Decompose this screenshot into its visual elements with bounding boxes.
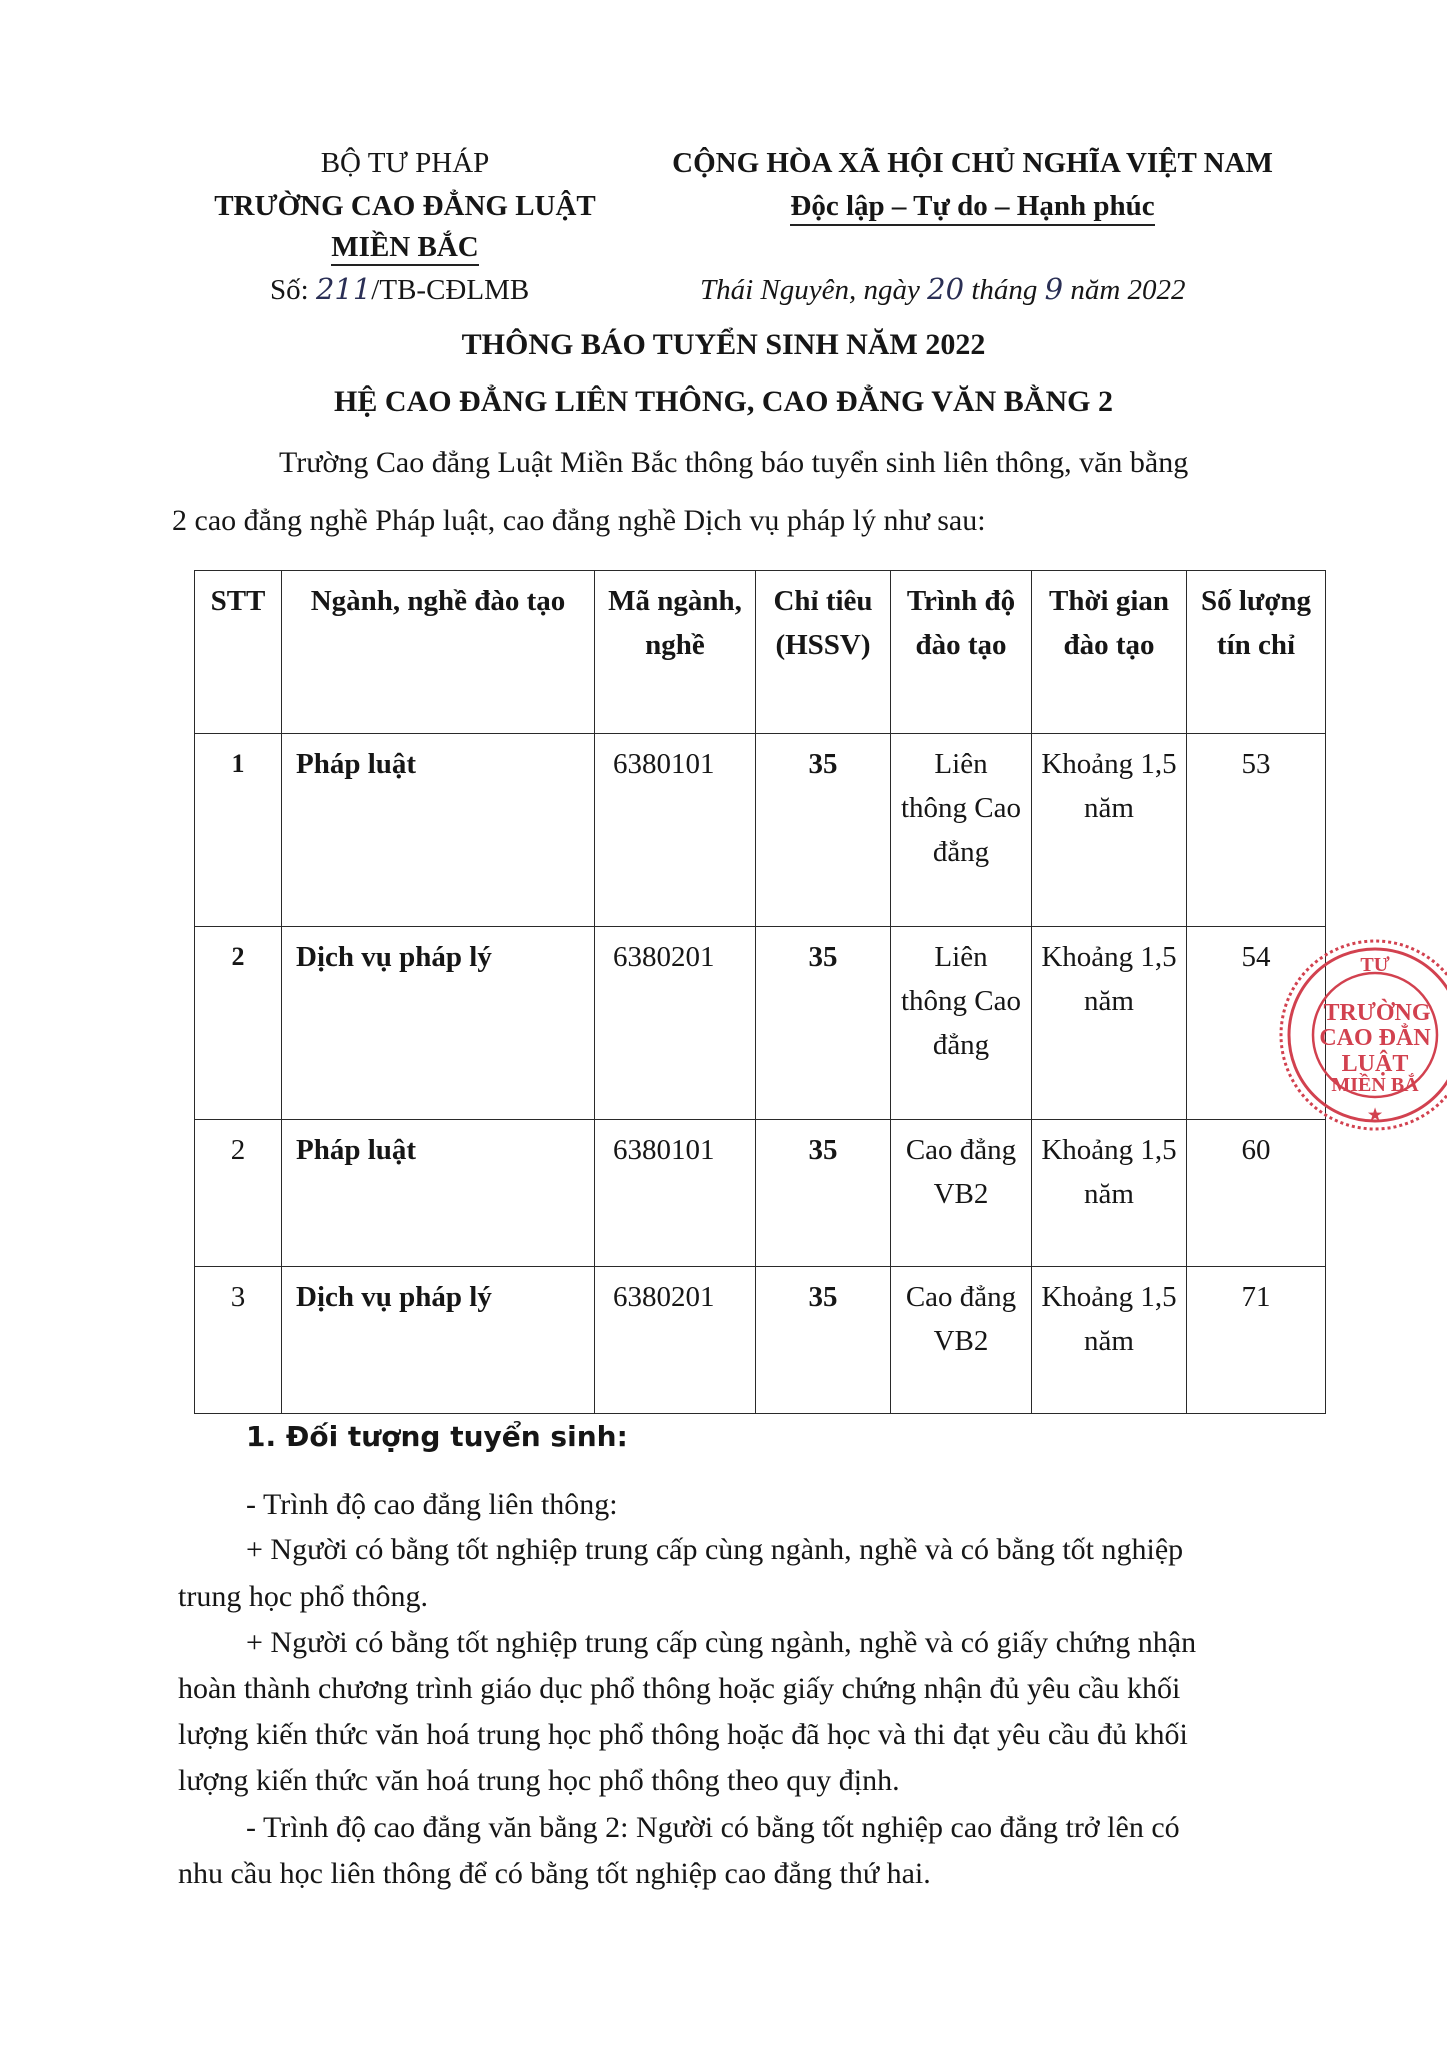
republic-name: CỘNG HÒA XÃ HỘI CHỦ NGHĨA VIỆT NAM [672, 147, 1273, 179]
cell-code: 6380201 [595, 927, 756, 1120]
month-label: tháng [964, 274, 1045, 306]
cell-code: 6380101 [595, 1120, 756, 1267]
place-prefix: Thái Nguyên, ngày [700, 274, 928, 306]
cell-quota: 35 [756, 1120, 891, 1267]
admissions-table [194, 570, 1326, 1414]
section-1-line: + Người có bằng tốt nghiệp trung cấp cùng ngành, nghề và có bằng tốt nghiệp [246, 1533, 1184, 1566]
stamp-line3: LUẬT [1341, 1051, 1409, 1077]
cell-name: Pháp luật [282, 1120, 595, 1267]
stamp-line1: TRƯỜNG [1323, 1000, 1431, 1026]
intro-line-2: 2 cao đẳng nghề Pháp luật, cao đẳng nghề Dịch vụ pháp lý như sau: [172, 504, 986, 537]
header-level: Trình độ đào tạo [891, 571, 1032, 734]
year-label: năm 2022 [1063, 274, 1186, 306]
stamp-line2: CAO ĐẲN [1319, 1025, 1431, 1051]
header-stt: STT [195, 571, 282, 734]
cell-level: Cao đẳng VB2 [891, 1120, 1032, 1267]
cell-name: Dịch vụ pháp lý [282, 927, 595, 1120]
cell-duration: Khoảng 1,5 năm [1032, 927, 1187, 1120]
intro-line-1: Trường Cao đẳng Luật Miền Bắc thông báo tuyển sinh liên thông, văn bằng [279, 446, 1189, 479]
cell-duration: Khoảng 1,5 năm [1032, 1267, 1187, 1414]
section-1-line: lượng kiến thức văn hoá trung học phổ thông theo quy định. [178, 1764, 900, 1797]
cell-quota: 35 [756, 734, 891, 927]
cell-name: Dịch vụ pháp lý [282, 1267, 595, 1414]
official-seal-stamp [1275, 935, 1447, 1135]
motto-text: Độc lập – Tự do – Hạnh phúc [790, 190, 1154, 226]
cell-quota: 35 [756, 1267, 891, 1414]
table-row [195, 734, 1326, 927]
place-date [700, 268, 1186, 311]
cell-level: Liên thông Cao đẳng [891, 734, 1032, 927]
notice-subtitle: HỆ CAO ĐẲNG LIÊN THÔNG, CAO ĐẲNG VĂN BẰNG 2 [334, 385, 1113, 418]
section-1-line: - Trình độ cao đẳng liên thông: [246, 1488, 618, 1521]
section-1-line: lượng kiến thức văn hoá trung học phổ thông hoặc đã học và thi đạt yêu cầu đủ khối [178, 1718, 1188, 1751]
header-quota: Chỉ tiêu (HSSV) [756, 571, 891, 734]
header-credits: Số lượng tín chỉ [1187, 571, 1326, 734]
national-motto [645, 185, 1300, 227]
doc-no-handwritten: 211 [315, 272, 372, 306]
cell-credits: 60 [1187, 1120, 1326, 1267]
cell-level: Cao đẳng VB2 [891, 1267, 1032, 1414]
header-name: Ngành, nghề đào tạo [282, 571, 595, 734]
cell-name: Pháp luật [282, 734, 595, 927]
table-row [195, 927, 1326, 1120]
section-1-heading: 1. Đối tượng tuyển sinh: [246, 1420, 628, 1453]
cell-duration: Khoảng 1,5 năm [1032, 1120, 1187, 1267]
cell-credits: 53 [1187, 734, 1326, 927]
cell-level: Liên thông Cao đẳng [891, 927, 1032, 1120]
section-1-line: nhu cầu học liên thông để có bằng tốt nghiệp cao đẳng thứ hai. [178, 1857, 931, 1890]
header-code: Mã ngành, nghề [595, 571, 756, 734]
document-number [270, 268, 529, 311]
section-1-line: hoàn thành chương trình giáo dục phổ thông hoặc giấy chứng nhận đủ yêu cầu khối [178, 1672, 1181, 1705]
cell-code: 6380201 [595, 1267, 756, 1414]
school-name-line2-text: MIỀN BẮC [331, 231, 478, 266]
notice-title: THÔNG BÁO TUYỂN SINH NĂM 2022 [461, 328, 986, 361]
stamp-star-icon: ★ [1367, 1107, 1383, 1124]
cell-stt: 1 [195, 734, 282, 927]
table-row [195, 1267, 1326, 1414]
date-month: 9 [1044, 272, 1064, 306]
table-header-row [195, 571, 1326, 734]
section-1-line: + Người có bằng tốt nghiệp trung cấp cùng ngành, nghề và có giấy chứng nhận [246, 1626, 1197, 1659]
ministry-name: BỘ TƯ PHÁP [320, 147, 490, 179]
section-1-line: - Trình độ cao đẳng văn bằng 2: Người có bằng tốt nghiệp cao đẳng trở lên có [246, 1811, 1180, 1844]
cell-credits: 71 [1187, 1267, 1326, 1414]
cell-stt: 3 [195, 1267, 282, 1414]
doc-no-prefix: Số: [270, 274, 316, 306]
header-duration: Thời gian đào tạo [1032, 571, 1187, 734]
section-1-line: trung học phổ thông. [178, 1580, 428, 1613]
cell-quota: 35 [756, 927, 891, 1120]
school-name-line1: TRƯỜNG CAO ĐẲNG LUẬT [214, 190, 596, 222]
doc-no-suffix: /TB-CĐLMB [371, 274, 530, 306]
cell-code: 6380101 [595, 734, 756, 927]
stamp-line4: MIỀN BẮ [1331, 1074, 1419, 1096]
date-day: 20 [927, 272, 965, 306]
table-row [195, 1120, 1326, 1267]
cell-credits: 54 [1187, 927, 1326, 1120]
stamp-top-text: TƯ [1360, 954, 1390, 976]
cell-stt: 2 [195, 927, 282, 1120]
cell-stt: 2 [195, 1120, 282, 1267]
cell-duration: Khoảng 1,5 năm [1032, 734, 1187, 927]
school-name-line2 [200, 226, 610, 268]
